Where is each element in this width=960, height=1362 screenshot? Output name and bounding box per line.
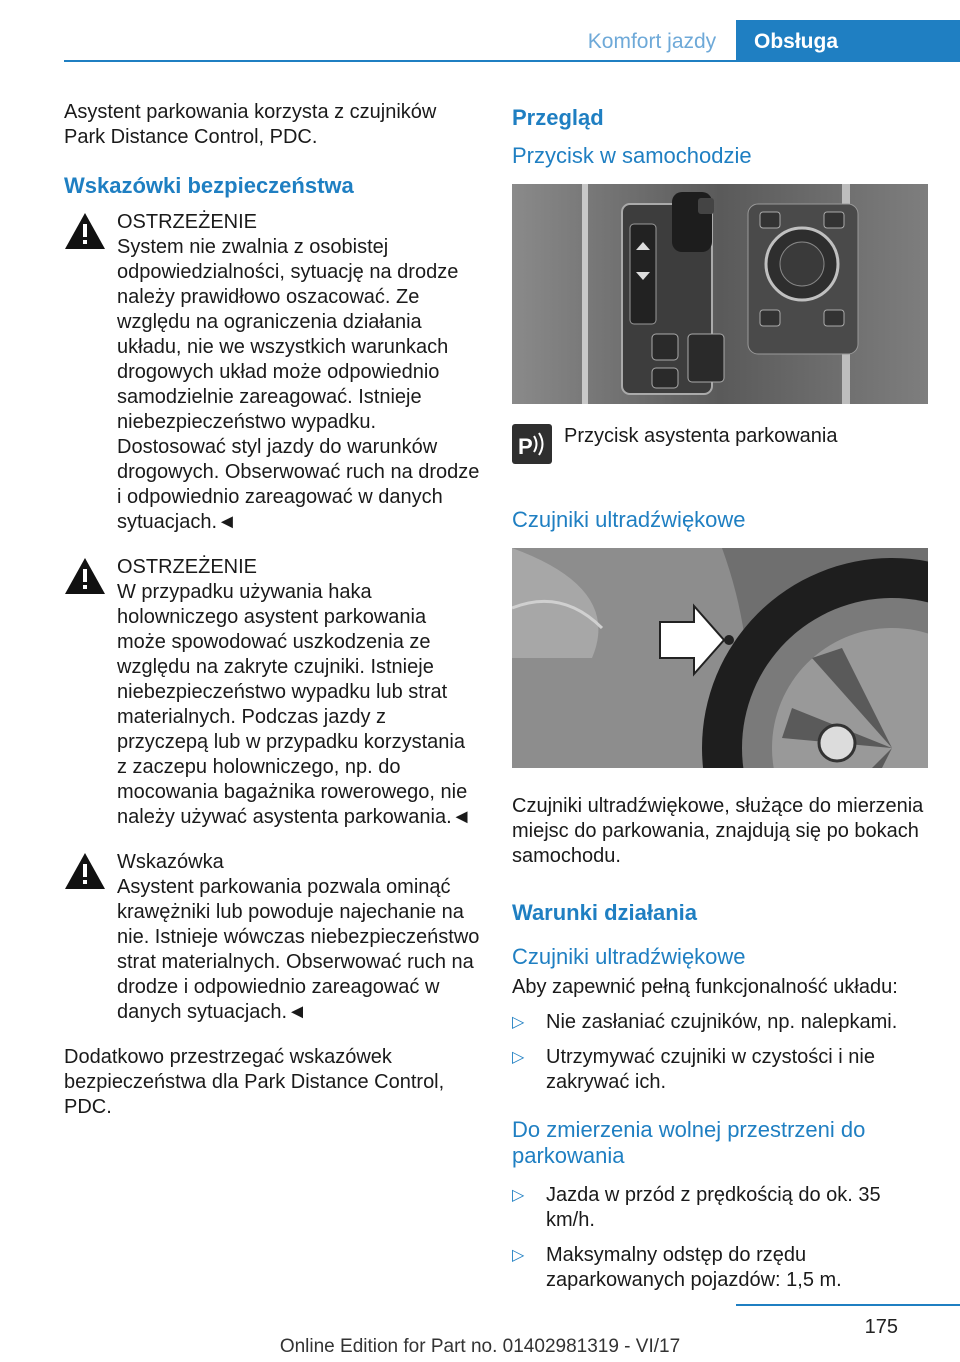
measure-heading: Do zmierzenia wolnej przestrzeni do parkowania [512, 1117, 866, 1168]
notice-text [64, 875, 480, 1025]
left-column [64, 100, 480, 1142]
sensor-location-photo [512, 548, 928, 768]
conditions-subheading: Czujniki ultradźwiękowe [512, 944, 746, 969]
footer-rule [736, 1304, 960, 1306]
section-tab: Obsługa [736, 20, 960, 62]
warning-triangle-icon [64, 852, 106, 890]
sensors-heading: Czujniki ultradźwiękowe [512, 507, 746, 532]
chapter-tab: Komfort jazdy [568, 24, 736, 60]
warning-label: OSTRZEŻENIE [117, 556, 258, 578]
svg-text:P: P [518, 434, 533, 459]
button-heading: Przycisk w samochodzie [512, 143, 752, 168]
list-item [512, 1045, 928, 1095]
warning-triangle-icon [64, 557, 106, 595]
edition-footer: Online Edition for Part no. 01402981319 - VI/17 [279, 1336, 681, 1357]
header-rule [64, 60, 960, 62]
button-caption: Przycisk asystenta parkowania [564, 425, 838, 447]
parking-assistant-icon [512, 424, 552, 464]
page-header [0, 0, 960, 62]
page-number: 175 [864, 1316, 898, 1338]
notice-text-content: Asystent parkowania pozwala ominąć krawężniki lub powoduje najechanie na nie. Istnieje wówczas niebezpieczeństwo strat materialnych. Obserwować ruch na drodze i odpowiednio zareagować w danych sytuacjach.◄ [117, 876, 480, 1023]
intro-paragraph: Asystent parkowania korzysta z czujników Park Distance Control, PDC. [64, 101, 437, 148]
right-column [512, 100, 928, 1311]
conditions-heading: Warunki działania [512, 900, 698, 925]
sensors-paragraph: Czujniki ultradźwiękowe, służące do mierzenia miejsc do parkowania, znajdują się po bokach samochodu. [512, 795, 924, 867]
list-item-text: ▷ Nie zasłaniać czujników, np. nalepkami. [546, 1011, 898, 1033]
measure-list [512, 1183, 928, 1293]
button-caption-row [512, 420, 928, 476]
warning-text [64, 580, 480, 830]
list-item [512, 1243, 928, 1293]
notice-label: Wskazówka [117, 851, 224, 873]
center-console-photo [512, 184, 928, 404]
warning-text-content: W przypadku używania haka holowniczego asystent parkowania może spowodować uszkodzenia ze względu na zakryte czujniki. Istnieje niebezpieczeństwo wypadku lub strat materialnych. Podczas jazdy z przyczepą lub w przypadku korzystania z zaczepu holowniczego, np. do mocowania bagażnika rowerowego, nie należy używać asystenta parkowania.◄ [117, 581, 472, 828]
warning-block [64, 210, 480, 535]
warning-triangle-icon [64, 212, 106, 250]
warning-text-content: System nie zwalnia z osobistej odpowiedzialności, sytuację na drodze należy prawidłowo oszacować. Ze względu na ograniczenia działania układu, nie we wszystkich warunkach drogowych układ może odpowiednio samodzielnie zareagować. Istnieje niebezpieczeństwo wypadku. Dostosować styl jazdy do warunków drogowych. Obserwować ruch na drodze i odpowiednio zareagować w danych sytuacjach.◄ [117, 236, 480, 533]
list-item [512, 1010, 928, 1035]
overview-heading: Przegląd [512, 105, 604, 130]
list-item [512, 1183, 928, 1233]
warning-block [64, 555, 480, 830]
list-item-text: ▷ Utrzymywać czujniki w czystości i nie zakrywać ich. [546, 1046, 875, 1093]
list-item-text: ▷ Jazda w przód z prędkością do ok. 35 km/h. [546, 1184, 881, 1231]
safety-heading: Wskazówki bezpieczeństwa [64, 173, 354, 198]
conditions-list [512, 1010, 928, 1095]
warning-text [64, 235, 480, 535]
closing-paragraph: Dodatkowo przestrzegać wskazówek bezpieczeństwa dla Park Distance Control, PDC. [64, 1046, 445, 1118]
warning-label: OSTRZEŻENIE [117, 211, 258, 233]
conditions-intro: Aby zapewnić pełną funkcjonalność układu: [512, 976, 898, 998]
notice-block [64, 850, 480, 1025]
list-item-text: ▷ Maksymalny odstęp do rzędu zaparkowanych pojazdów: 1,5 m. [546, 1244, 842, 1291]
